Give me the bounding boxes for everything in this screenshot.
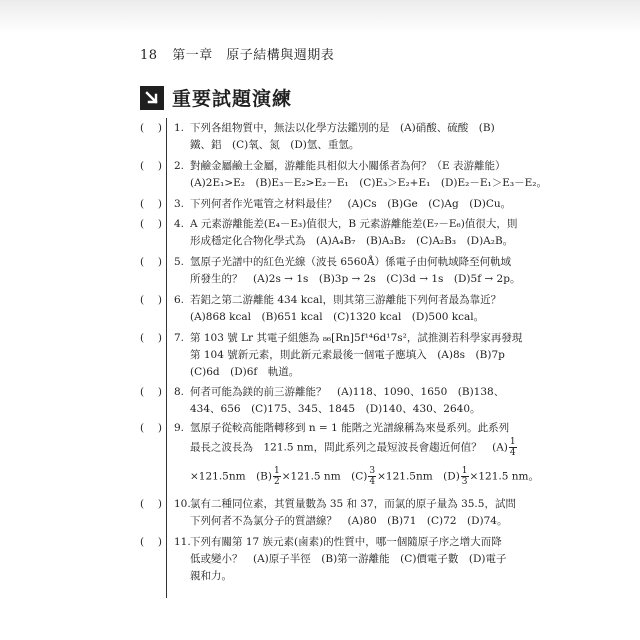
answer-blank[interactable]: ( ): [140, 422, 162, 434]
question-number: 7.: [174, 332, 185, 344]
question-11: [140, 534, 520, 585]
question-number: 5.: [174, 256, 185, 268]
running-header: [140, 44, 334, 63]
question-text: 氫原子從較高能階轉移到 n = 1 能階之光譜線稱為來曼系列。此系列: [190, 422, 510, 434]
question-number: 6.: [174, 294, 185, 306]
question-number: 1.: [174, 122, 185, 134]
question-text: 下列何者不為氯分子的質譜線？ (A)80 (B)71 (C)72 (D)74。: [190, 515, 508, 527]
answer-blank[interactable]: ( ): [140, 122, 162, 134]
question-text: 鐵、鋁 (C)氧、氮 (D)氫、重氫。: [190, 139, 360, 151]
question-number: 2.: [174, 160, 185, 172]
question-text: 氫原子光譜中的紅色光線（波長 6560Å）係電子由何軌域降至何軌域: [190, 256, 512, 268]
page-number: 18: [140, 48, 158, 63]
question-text: 下列有關第 17 族元素(鹵素)的性質中，哪一個隨原子序之增大而降: [190, 536, 502, 548]
question-number: 9.: [174, 422, 185, 434]
fraction-c: $\frac{3}{4}$: [369, 466, 376, 487]
answer-blank[interactable]: ( ): [140, 256, 162, 268]
answer-blank[interactable]: ( ): [140, 218, 162, 230]
question-7: [140, 330, 523, 381]
fraction-b: $\frac{1}{2}$: [274, 466, 280, 487]
arrow-down-right-icon: [140, 86, 164, 110]
question-number: 10.: [174, 498, 191, 510]
question-text: (A)2E₁>E₂ (B)E₃－E₂>E₂－E₁ (C)E₃＞E₂+E₁ (D)E₂－E₁＞E₃－E₂。: [190, 177, 547, 189]
question-text: 何者可能為鎂的前三游離能？ (A)118、1090、1650 (B)138、: [190, 386, 505, 398]
question-1: [140, 120, 520, 154]
question-text: 若鋁之第二游離能 434 kcal，則其第三游離能下列何者最為靠近？: [190, 294, 502, 306]
answer-blank[interactable]: ( ): [140, 332, 162, 344]
question-text: 第 103 號 Lr 其電子組態為 ₈₆[Rn]5f¹⁴6d¹7s²，試推測若科學家再發現: [190, 332, 523, 344]
chapter-title: 第一章 原子結構與週期表: [172, 48, 335, 63]
answer-blank[interactable]: ( ): [140, 498, 162, 510]
question-text: 對鹼金屬鹼土金屬，游離能具相似大小關係者為何？（E 表游離能）: [190, 160, 506, 172]
question-text: 形成穩定化合物化學式為 (A)A₄B₇ (B)A₃B₂ (C)A₂B₃ (D)A₂B。: [190, 235, 514, 247]
question-number: 11.: [174, 536, 191, 548]
question-text: 最長之波長為 121.5 nm，問此系列之最短波長會趨近何值？ (A) $\frac{1}{4}$: [190, 437, 516, 458]
question-text: 下列何者作光電管之材料最佳？ (A)Cs (B)Ge (C)Ag (D)Cu。: [190, 198, 512, 210]
question-text: 434、656 (C)175、345、1845 (D)140、430、2640。: [190, 403, 481, 415]
question-text: 所發生的？ (A)2s → 1s (B)3p → 2s (C)3d → 1s (D)5f → 2p。: [190, 273, 521, 285]
question-text: (A)868 kcal (B)651 kcal (C)1320 kcal (D)500 kcal。: [190, 311, 485, 323]
section-title: 重要試題演練: [172, 88, 293, 110]
question-9: [140, 420, 539, 487]
answer-blank[interactable]: ( ): [140, 294, 162, 306]
answer-blank[interactable]: ( ): [140, 386, 162, 398]
fraction-d: $\frac{1}{3}$: [461, 466, 468, 487]
question-text: 下列各組物質中，無法以化學方法鑑別的是 (A)硝酸、硫酸 (B): [190, 122, 495, 134]
question-3: [140, 196, 520, 213]
question-4: [140, 216, 520, 250]
section-heading: [140, 84, 292, 111]
question-8: [140, 384, 520, 418]
question-10: [140, 496, 520, 530]
answer-blank[interactable]: ( ): [140, 198, 162, 210]
question-number: 3.: [174, 198, 185, 210]
fraction-a: $\frac{1}{4}$: [509, 437, 516, 458]
question-text: 第 104 號新元素，則此新元素最後一個電子應填入 (A)8s (B)7p: [190, 349, 505, 361]
question-text: 氯有二種同位素，其質量數為 35 和 37，而氯的原子量為 35.5，試問: [190, 498, 516, 510]
question-number: 4.: [174, 218, 185, 230]
answer-blank[interactable]: ( ): [140, 536, 162, 548]
question-text: ×121.5nm (B) $\frac{1}{2}$ ×121.5 nm (C) $\frac{3}{4}$ ×121.5nm (D) $\frac{1}{3}$ ×121.5 nm。: [190, 466, 539, 487]
question-text: (C)6d (D)6f 軌道。: [190, 366, 300, 378]
question-2: [140, 158, 547, 192]
question-text: 親和力。: [190, 570, 232, 582]
question-5: [140, 254, 520, 288]
question-6: [140, 292, 520, 326]
question-text: A 元素游離能差(E₄－E₃)值很大，B 元素游離能差(E₇－E₆)值很大，則: [190, 218, 518, 230]
question-text: 低或變小？ (A)原子半徑 (B)第一游離能 (C)價電子數 (D)電子: [190, 553, 507, 565]
question-number: 8.: [174, 386, 185, 398]
top-shade: [0, 0, 640, 34]
answer-blank[interactable]: ( ): [140, 160, 162, 172]
